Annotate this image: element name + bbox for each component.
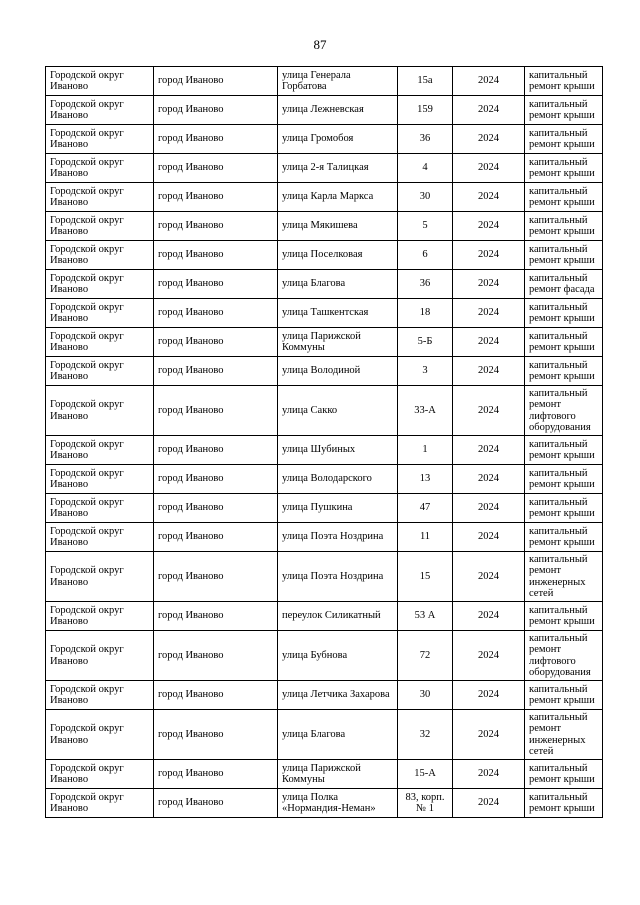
table-row (46, 523, 603, 552)
year-cell: 2024 (453, 328, 525, 357)
locality-cell: город Иваново (154, 270, 278, 299)
table-row (46, 241, 603, 270)
year-cell: 2024 (453, 299, 525, 328)
work-type-cell: капитальный ремонт крыши (525, 212, 603, 241)
year-cell: 2024 (453, 125, 525, 154)
year-cell: 2024 (453, 710, 525, 760)
municipality-cell: Городской округ Иваново (46, 436, 154, 465)
work-type-cell: капитальный ремонт крыши (525, 760, 603, 789)
work-type-cell: капитальный ремонт лифтового оборудования (525, 631, 603, 681)
street-cell: улица Полка «Нормандия-Неман» (278, 789, 398, 818)
locality-cell: город Иваново (154, 67, 278, 96)
table-row (46, 494, 603, 523)
year-cell: 2024 (453, 183, 525, 212)
work-type-cell: капитальный ремонт крыши (525, 67, 603, 96)
year-cell: 2024 (453, 212, 525, 241)
year-cell: 2024 (453, 67, 525, 96)
street-cell: улица Летчика Захарова (278, 681, 398, 710)
street-cell: улица Мякишева (278, 212, 398, 241)
street-cell: улица Пушкина (278, 494, 398, 523)
house-number-cell: 53 А (398, 602, 453, 631)
work-type-cell: капитальный ремонт крыши (525, 523, 603, 552)
locality-cell: город Иваново (154, 212, 278, 241)
street-cell: улица Поэта Ноздрина (278, 552, 398, 602)
table-row (46, 357, 603, 386)
municipality-cell: Городской округ Иваново (46, 789, 154, 818)
table-row (46, 270, 603, 299)
work-type-cell: капитальный ремонт крыши (525, 602, 603, 631)
house-number-cell: 30 (398, 681, 453, 710)
street-cell: улица Парижской Коммуны (278, 328, 398, 357)
municipality-cell: Городской округ Иваново (46, 299, 154, 328)
house-number-cell: 5-Б (398, 328, 453, 357)
work-type-cell: капитальный ремонт крыши (525, 789, 603, 818)
locality-cell: город Иваново (154, 710, 278, 760)
municipality-cell: Городской округ Иваново (46, 523, 154, 552)
year-cell: 2024 (453, 760, 525, 789)
locality-cell: город Иваново (154, 436, 278, 465)
work-type-cell: капитальный ремонт крыши (525, 241, 603, 270)
table-row (46, 436, 603, 465)
table-row (46, 96, 603, 125)
work-type-cell: капитальный ремонт крыши (525, 465, 603, 494)
table-row (46, 386, 603, 436)
locality-cell: город Иваново (154, 681, 278, 710)
locality-cell: город Иваново (154, 523, 278, 552)
locality-cell: город Иваново (154, 183, 278, 212)
table-row (46, 602, 603, 631)
table-row (46, 212, 603, 241)
street-cell: улица Шубиных (278, 436, 398, 465)
street-cell: улица Володарского (278, 465, 398, 494)
municipality-cell: Городской округ Иваново (46, 212, 154, 241)
year-cell: 2024 (453, 494, 525, 523)
street-cell: улица Генерала Горбатова (278, 67, 398, 96)
house-number-cell: 15 (398, 552, 453, 602)
work-type-cell: капитальный ремонт инженерных сетей (525, 552, 603, 602)
municipality-cell: Городской округ Иваново (46, 602, 154, 631)
municipality-cell: Городской округ Иваново (46, 494, 154, 523)
street-cell: улица Володиной (278, 357, 398, 386)
municipality-cell: Городской округ Иваново (46, 154, 154, 183)
work-type-cell: капитальный ремонт крыши (525, 681, 603, 710)
table-row (46, 299, 603, 328)
house-number-cell: 15-А (398, 760, 453, 789)
locality-cell: город Иваново (154, 631, 278, 681)
locality-cell: город Иваново (154, 125, 278, 154)
municipality-cell: Городской округ Иваново (46, 710, 154, 760)
table-row (46, 552, 603, 602)
year-cell: 2024 (453, 631, 525, 681)
municipality-cell: Городской округ Иваново (46, 125, 154, 154)
street-cell: улица Бубнова (278, 631, 398, 681)
locality-cell: город Иваново (154, 357, 278, 386)
locality-cell: город Иваново (154, 789, 278, 818)
street-cell: улица Поэта Ноздрина (278, 523, 398, 552)
table-row (46, 760, 603, 789)
table-row (46, 789, 603, 818)
year-cell: 2024 (453, 552, 525, 602)
street-cell: переулок Силикатный (278, 602, 398, 631)
year-cell: 2024 (453, 789, 525, 818)
work-type-cell: капитальный ремонт крыши (525, 154, 603, 183)
work-type-cell: капитальный ремонт крыши (525, 328, 603, 357)
municipality-cell: Городской округ Иваново (46, 96, 154, 125)
municipality-cell: Городской округ Иваново (46, 386, 154, 436)
house-number-cell: 47 (398, 494, 453, 523)
table-row (46, 328, 603, 357)
locality-cell: город Иваново (154, 494, 278, 523)
house-number-cell: 15а (398, 67, 453, 96)
locality-cell: город Иваново (154, 386, 278, 436)
work-type-cell: капитальный ремонт крыши (525, 183, 603, 212)
municipality-cell: Городской округ Иваново (46, 270, 154, 299)
work-type-cell: капитальный ремонт инженерных сетей (525, 710, 603, 760)
street-cell: улица Карла Маркса (278, 183, 398, 212)
work-type-cell: капитальный ремонт крыши (525, 436, 603, 465)
municipality-cell: Городской округ Иваново (46, 357, 154, 386)
work-type-cell: капитальный ремонт фасада (525, 270, 603, 299)
street-cell: улица Поселковая (278, 241, 398, 270)
year-cell: 2024 (453, 270, 525, 299)
locality-cell: город Иваново (154, 96, 278, 125)
house-number-cell: 32 (398, 710, 453, 760)
house-number-cell: 72 (398, 631, 453, 681)
locality-cell: город Иваново (154, 328, 278, 357)
street-cell: улица Сакко (278, 386, 398, 436)
street-cell: улица Благова (278, 710, 398, 760)
house-number-cell: 5 (398, 212, 453, 241)
year-cell: 2024 (453, 96, 525, 125)
locality-cell: город Иваново (154, 154, 278, 183)
table-row (46, 710, 603, 760)
municipality-cell: Городской округ Иваново (46, 681, 154, 710)
house-number-cell: 11 (398, 523, 453, 552)
locality-cell: город Иваново (154, 552, 278, 602)
street-cell: улица Лежневская (278, 96, 398, 125)
work-type-cell: капитальный ремонт крыши (525, 299, 603, 328)
year-cell: 2024 (453, 357, 525, 386)
table-row (46, 681, 603, 710)
house-number-cell: 30 (398, 183, 453, 212)
work-type-cell: капитальный ремонт лифтового оборудования (525, 386, 603, 436)
street-cell: улица 2-я Талицкая (278, 154, 398, 183)
table-row (46, 154, 603, 183)
year-cell: 2024 (453, 681, 525, 710)
municipality-cell: Городской округ Иваново (46, 465, 154, 494)
work-type-cell: капитальный ремонт крыши (525, 96, 603, 125)
house-number-cell: 18 (398, 299, 453, 328)
house-number-cell: 36 (398, 125, 453, 154)
table-row (46, 125, 603, 154)
house-number-cell: 4 (398, 154, 453, 183)
municipality-cell: Городской округ Иваново (46, 552, 154, 602)
locality-cell: город Иваново (154, 299, 278, 328)
year-cell: 2024 (453, 436, 525, 465)
municipality-cell: Городской округ Иваново (46, 328, 154, 357)
municipality-cell: Городской округ Иваново (46, 183, 154, 212)
municipality-cell: Городской округ Иваново (46, 631, 154, 681)
locality-cell: город Иваново (154, 760, 278, 789)
municipality-cell: Городской округ Иваново (46, 241, 154, 270)
house-number-cell: 3 (398, 357, 453, 386)
year-cell: 2024 (453, 465, 525, 494)
house-number-cell: 1 (398, 436, 453, 465)
street-cell: улица Благова (278, 270, 398, 299)
repair-schedule-table (45, 66, 603, 818)
street-cell: улица Ташкентская (278, 299, 398, 328)
house-number-cell: 159 (398, 96, 453, 125)
table-row (46, 183, 603, 212)
house-number-cell: 83, корп. № 1 (398, 789, 453, 818)
house-number-cell: 13 (398, 465, 453, 494)
locality-cell: город Иваново (154, 241, 278, 270)
municipality-cell: Городской округ Иваново (46, 760, 154, 789)
street-cell: улица Парижской Коммуны (278, 760, 398, 789)
locality-cell: город Иваново (154, 602, 278, 631)
municipality-cell: Городской округ Иваново (46, 67, 154, 96)
work-type-cell: капитальный ремонт крыши (525, 357, 603, 386)
house-number-cell: 36 (398, 270, 453, 299)
locality-cell: город Иваново (154, 465, 278, 494)
table-row (46, 631, 603, 681)
table-row (46, 67, 603, 96)
house-number-cell: 33-А (398, 386, 453, 436)
street-cell: улица Громобоя (278, 125, 398, 154)
year-cell: 2024 (453, 241, 525, 270)
year-cell: 2024 (453, 523, 525, 552)
work-type-cell: капитальный ремонт крыши (525, 494, 603, 523)
year-cell: 2024 (453, 386, 525, 436)
year-cell: 2024 (453, 602, 525, 631)
table-row (46, 465, 603, 494)
table-body (46, 67, 603, 818)
year-cell: 2024 (453, 154, 525, 183)
page-number: 87 (313, 37, 327, 52)
house-number-cell: 6 (398, 241, 453, 270)
work-type-cell: капитальный ремонт крыши (525, 125, 603, 154)
